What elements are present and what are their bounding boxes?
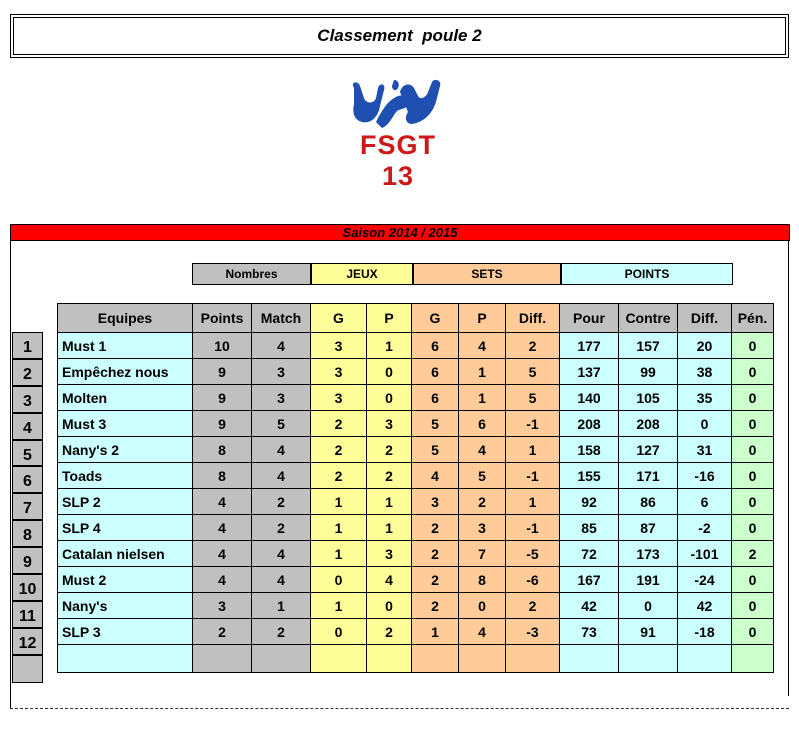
sets-diff-cell: -1 [506, 463, 560, 489]
sets-diff-cell: 5 [506, 385, 560, 411]
match-cell: 2 [252, 619, 311, 645]
jeux-p-cell: 1 [367, 515, 412, 541]
sets-p-cell: 4 [459, 619, 506, 645]
sets-g-cell: 6 [412, 385, 459, 411]
jeux-p-cell: 4 [367, 567, 412, 593]
empty-cell [732, 645, 774, 673]
rank-cell: 9 [12, 547, 43, 574]
contre-cell: 208 [619, 411, 678, 437]
col-header-sets-p: P [459, 304, 506, 333]
sets-g-cell: 5 [412, 437, 459, 463]
contre-cell: 0 [619, 593, 678, 619]
col-header-diff: Diff. [678, 304, 732, 333]
col-header-points: Points [193, 304, 252, 333]
points-cell: 10 [193, 333, 252, 359]
sets-p-cell: 7 [459, 541, 506, 567]
diff-cell: 42 [678, 593, 732, 619]
rank-cell: 4 [12, 413, 43, 440]
team-name: Must 3 [58, 411, 193, 437]
table-row [58, 619, 774, 645]
sets-p-cell: 0 [459, 593, 506, 619]
diff-cell: -2 [678, 515, 732, 541]
pour-cell: 73 [560, 619, 619, 645]
team-name: Must 2 [58, 567, 193, 593]
contre-cell: 87 [619, 515, 678, 541]
col-header-sets-diff: Diff. [506, 304, 560, 333]
rank-cell: 10 [12, 574, 43, 601]
col-header-penalite: Pén. [732, 304, 774, 333]
rank-cell: 8 [12, 520, 43, 547]
rank-cell: 6 [12, 466, 43, 493]
match-cell: 2 [252, 515, 311, 541]
jeux-p-cell: 2 [367, 619, 412, 645]
points-cell: 8 [193, 437, 252, 463]
points-cell: 4 [193, 541, 252, 567]
jeux-g-cell: 3 [311, 333, 367, 359]
sets-p-cell: 4 [459, 333, 506, 359]
team-name: Molten [58, 385, 193, 411]
rank-cell: 7 [12, 493, 43, 520]
sets-p-cell: 8 [459, 567, 506, 593]
jeux-g-cell: 1 [311, 515, 367, 541]
jeux-g-cell: 2 [311, 463, 367, 489]
table-row [58, 515, 774, 541]
penalite-cell: 0 [732, 567, 774, 593]
match-cell: 5 [252, 411, 311, 437]
diff-cell: 6 [678, 489, 732, 515]
frame-right [788, 241, 789, 696]
jeux-g-cell: 2 [311, 411, 367, 437]
jeux-g-cell: 1 [311, 489, 367, 515]
match-cell: 2 [252, 489, 311, 515]
match-cell: 3 [252, 385, 311, 411]
jeux-p-cell: 0 [367, 359, 412, 385]
sets-diff-cell: -1 [506, 515, 560, 541]
sets-g-cell: 2 [412, 593, 459, 619]
points-cell: 2 [193, 619, 252, 645]
jeux-g-cell: 3 [311, 385, 367, 411]
pour-cell: 42 [560, 593, 619, 619]
empty-cell [678, 645, 732, 673]
sets-g-cell: 2 [412, 567, 459, 593]
jeux-p-cell: 3 [367, 541, 412, 567]
fsgt-logo [348, 78, 448, 191]
sets-g-cell: 2 [412, 515, 459, 541]
team-name: Nany's [58, 593, 193, 619]
sets-diff-cell: -3 [506, 619, 560, 645]
match-cell: 1 [252, 593, 311, 619]
group-points: POINTS [561, 263, 733, 285]
title-box [10, 14, 789, 58]
penalite-cell: 0 [732, 463, 774, 489]
team-name: Empêchez nous [58, 359, 193, 385]
jeux-g-cell: 2 [311, 437, 367, 463]
diff-cell: 35 [678, 385, 732, 411]
diff-cell: -24 [678, 567, 732, 593]
group-sets: SETS [413, 263, 561, 285]
jeux-p-cell: 1 [367, 333, 412, 359]
jeux-p-cell: 0 [367, 593, 412, 619]
contre-cell: 191 [619, 567, 678, 593]
diff-cell: -101 [678, 541, 732, 567]
empty-cell [252, 645, 311, 673]
team-name: SLP 4 [58, 515, 193, 541]
points-cell: 4 [193, 515, 252, 541]
sets-diff-cell: -6 [506, 567, 560, 593]
sets-p-cell: 6 [459, 411, 506, 437]
sets-diff-cell: 1 [506, 437, 560, 463]
sets-p-cell: 5 [459, 463, 506, 489]
team-name: Catalan nielsen [58, 541, 193, 567]
sets-g-cell: 4 [412, 463, 459, 489]
rank-column [12, 332, 43, 683]
pour-cell: 85 [560, 515, 619, 541]
pour-cell: 177 [560, 333, 619, 359]
col-header-jeux-g: G [311, 304, 367, 333]
table-row [58, 359, 774, 385]
contre-cell: 157 [619, 333, 678, 359]
sets-g-cell: 1 [412, 619, 459, 645]
rank-cell: 2 [12, 359, 43, 386]
ranking-table [57, 303, 774, 673]
table-row [58, 437, 774, 463]
group-nombres: Nombres [192, 263, 311, 285]
empty-cell [311, 645, 367, 673]
rank-cell: 5 [12, 440, 43, 467]
season-label: Saison 2014 / 2015 [342, 225, 458, 240]
contre-cell: 171 [619, 463, 678, 489]
diff-cell: 31 [678, 437, 732, 463]
points-cell: 8 [193, 463, 252, 489]
penalite-cell: 0 [732, 359, 774, 385]
diff-cell: 0 [678, 411, 732, 437]
table-row [58, 411, 774, 437]
jeux-g-cell: 0 [311, 619, 367, 645]
contre-cell: 86 [619, 489, 678, 515]
header-row [58, 304, 774, 333]
sets-g-cell: 3 [412, 489, 459, 515]
points-cell: 9 [193, 385, 252, 411]
col-header-pour: Pour [560, 304, 619, 333]
penalite-cell: 0 [732, 515, 774, 541]
penalite-cell: 0 [732, 411, 774, 437]
rank-cell: 11 [12, 601, 43, 628]
rank-cell-empty [12, 655, 43, 683]
team-name: Nany's 2 [58, 437, 193, 463]
empty-row [58, 645, 774, 673]
sets-diff-cell: -5 [506, 541, 560, 567]
sets-diff-cell: 1 [506, 489, 560, 515]
points-cell: 4 [193, 567, 252, 593]
sets-g-cell: 6 [412, 359, 459, 385]
page-title: Classement poule 2 [317, 26, 482, 45]
jeux-g-cell: 3 [311, 359, 367, 385]
contre-cell: 91 [619, 619, 678, 645]
pour-cell: 155 [560, 463, 619, 489]
sets-p-cell: 2 [459, 489, 506, 515]
table-row [58, 333, 774, 359]
frame-left [10, 241, 11, 709]
match-cell: 4 [252, 437, 311, 463]
penalite-cell: 2 [732, 541, 774, 567]
sets-p-cell: 1 [459, 385, 506, 411]
empty-cell [58, 645, 193, 673]
frame-bottom [10, 708, 789, 709]
points-cell: 4 [193, 489, 252, 515]
empty-cell [506, 645, 560, 673]
table-row [58, 541, 774, 567]
table-row [58, 463, 774, 489]
sets-diff-cell: 2 [506, 593, 560, 619]
team-name: SLP 2 [58, 489, 193, 515]
pour-cell: 158 [560, 437, 619, 463]
jeux-p-cell: 0 [367, 385, 412, 411]
sets-p-cell: 1 [459, 359, 506, 385]
col-header-match: Match [252, 304, 311, 333]
contre-cell: 99 [619, 359, 678, 385]
sets-g-cell: 6 [412, 333, 459, 359]
col-header-sets-g: G [412, 304, 459, 333]
sets-g-cell: 2 [412, 541, 459, 567]
table-row [58, 567, 774, 593]
empty-cell [412, 645, 459, 673]
rank-cell: 1 [12, 332, 43, 359]
match-cell: 4 [252, 333, 311, 359]
jeux-p-cell: 3 [367, 411, 412, 437]
pour-cell: 208 [560, 411, 619, 437]
pour-cell: 137 [560, 359, 619, 385]
fsgt-hands-logo-icon [348, 78, 448, 134]
empty-cell [459, 645, 506, 673]
penalite-cell: 0 [732, 489, 774, 515]
match-cell: 4 [252, 463, 311, 489]
table-row [58, 385, 774, 411]
table-row [58, 593, 774, 619]
penalite-cell: 0 [732, 333, 774, 359]
col-header-jeux-p: P [367, 304, 412, 333]
jeux-p-cell: 1 [367, 489, 412, 515]
pour-cell: 140 [560, 385, 619, 411]
empty-cell [560, 645, 619, 673]
match-cell: 3 [252, 359, 311, 385]
sets-diff-cell: -1 [506, 411, 560, 437]
pour-cell: 167 [560, 567, 619, 593]
team-name: Toads [58, 463, 193, 489]
col-header-contre: Contre [619, 304, 678, 333]
match-cell: 4 [252, 567, 311, 593]
contre-cell: 127 [619, 437, 678, 463]
season-bar [10, 224, 790, 241]
diff-cell: 20 [678, 333, 732, 359]
jeux-g-cell: 1 [311, 593, 367, 619]
penalite-cell: 0 [732, 437, 774, 463]
penalite-cell: 0 [732, 385, 774, 411]
contre-cell: 173 [619, 541, 678, 567]
team-name: SLP 3 [58, 619, 193, 645]
diff-cell: 38 [678, 359, 732, 385]
logo-text: FSGT 13 [360, 130, 436, 191]
empty-cell [619, 645, 678, 673]
sets-g-cell: 5 [412, 411, 459, 437]
table-row [58, 489, 774, 515]
rank-cell: 3 [12, 386, 43, 413]
points-cell: 3 [193, 593, 252, 619]
team-name: Must 1 [58, 333, 193, 359]
penalite-cell: 0 [732, 593, 774, 619]
match-cell: 4 [252, 541, 311, 567]
pour-cell: 72 [560, 541, 619, 567]
empty-cell [193, 645, 252, 673]
pour-cell: 92 [560, 489, 619, 515]
rank-cell: 12 [12, 628, 43, 655]
sets-p-cell: 3 [459, 515, 506, 541]
jeux-p-cell: 2 [367, 463, 412, 489]
contre-cell: 105 [619, 385, 678, 411]
col-header-equipes: Equipes [58, 304, 193, 333]
points-cell: 9 [193, 411, 252, 437]
group-jeux: JEUX [311, 263, 413, 285]
jeux-g-cell: 1 [311, 541, 367, 567]
sets-diff-cell: 5 [506, 359, 560, 385]
sets-diff-cell: 2 [506, 333, 560, 359]
jeux-p-cell: 2 [367, 437, 412, 463]
empty-cell [367, 645, 412, 673]
diff-cell: -18 [678, 619, 732, 645]
sets-p-cell: 4 [459, 437, 506, 463]
jeux-g-cell: 0 [311, 567, 367, 593]
penalite-cell: 0 [732, 619, 774, 645]
points-cell: 9 [193, 359, 252, 385]
diff-cell: -16 [678, 463, 732, 489]
